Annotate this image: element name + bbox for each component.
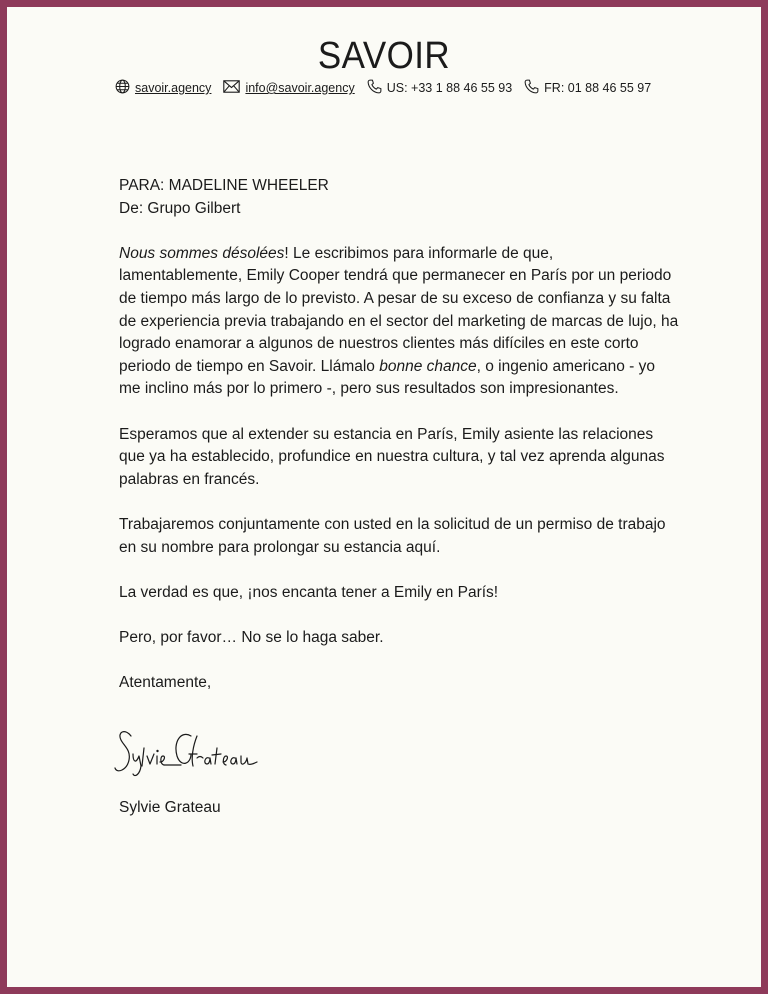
paragraph-2: Esperamos que al extender su estancia en París, Emily asiente las relaciones que ya ha establecido, profundice en nuestra cultura, y tal vez aprenda algunas palabras en francés. [119, 425, 665, 488]
fr-phone-contact[interactable] [524, 79, 651, 97]
contact-bar [115, 79, 663, 97]
paragraph-1-text-b: , o ingenio americano - yo me inclino más por lo primero -, pero sus resultados son impresionantes. [119, 357, 655, 398]
italic-phrase-1: Nous sommes désolées [119, 244, 285, 262]
phone-icon [367, 79, 387, 97]
letter-body [119, 175, 679, 717]
phone-icon [524, 79, 544, 97]
letter-page [7, 7, 761, 987]
signer-name: Sylvie Grateau [119, 799, 221, 816]
fr-phone-number[interactable]: FR: 01 88 46 55 97 [544, 81, 652, 95]
paragraph-1-text-a: ! Le escribimos para informarle de que, lamentablemente, Emily Cooper tendrá que permanecer en París por un periodo de tiempo más largo de lo previsto. A pesar de su exceso de confianza y su falta de experiencia previa trabajando en el sector del marketing de marcas de lujo, ha logrado enamorar a algunos de nuestros clientes más difíciles en este corto periodo de tiempo en Savoir. Llámalo [119, 244, 679, 375]
envelope-icon [223, 80, 245, 96]
paragraph-1 [119, 243, 679, 401]
website-contact[interactable] [115, 79, 211, 97]
recipient-line: PARA: MADELINE WHEELER [119, 177, 329, 194]
paragraph-5: Pero, por favor… No se lo haga saber. [119, 628, 384, 646]
paragraph-4: La verdad es que, ¡nos encanta tener a Emily en París! [119, 583, 499, 601]
website-link[interactable]: savoir.agency [135, 81, 212, 95]
us-phone-contact[interactable] [367, 79, 512, 97]
handwritten-signature [111, 722, 261, 789]
paragraph-3: Trabajaremos conjuntamente con usted en la solicitud de un permiso de trabajo en su nombre para prolongar su estancia aquí. [119, 515, 666, 556]
closing-line: Atentamente, [119, 674, 212, 692]
italic-phrase-2: bonne chance [379, 357, 477, 375]
globe-icon [115, 79, 135, 97]
us-phone-number[interactable]: US: +33 1 88 46 55 93 [386, 81, 513, 95]
brand-logo: SAVOIR [317, 35, 451, 77]
email-link[interactable]: info@savoir.agency [245, 81, 355, 95]
sender-line: De: Grupo Gilbert [119, 199, 241, 217]
email-contact[interactable] [223, 80, 354, 96]
